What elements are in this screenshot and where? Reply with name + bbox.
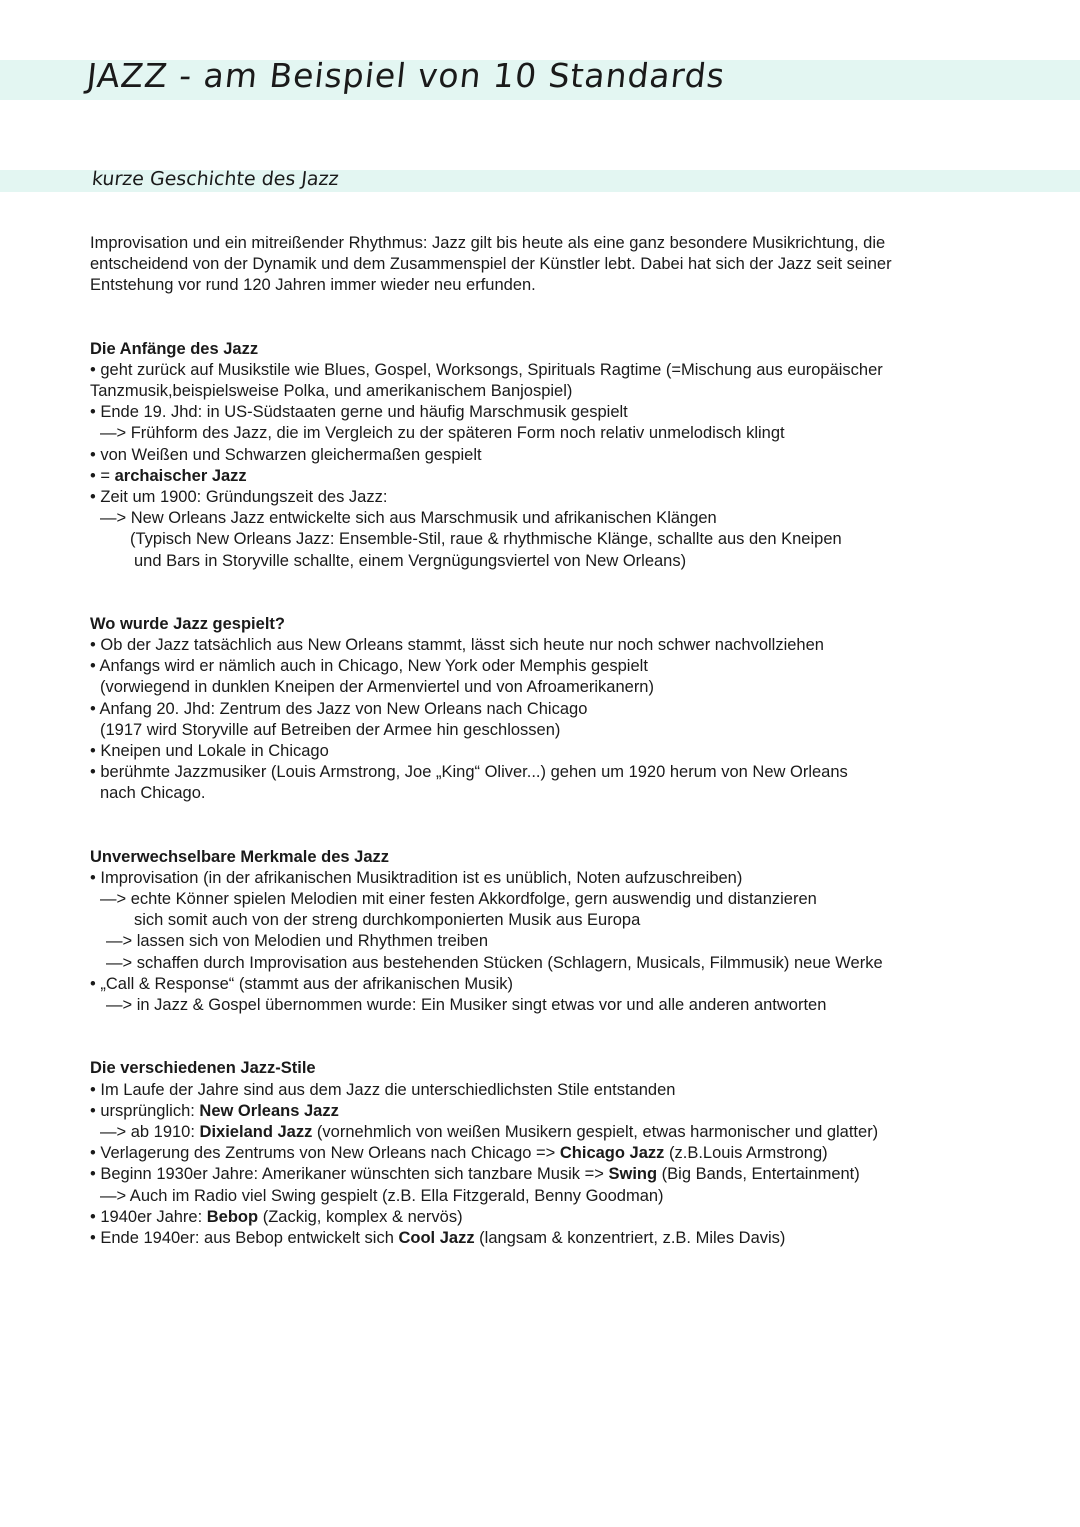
intro-line: Entstehung vor rund 120 Jahren immer wieder neu erfunden. <box>90 276 536 295</box>
document-body <box>90 233 990 1291</box>
arrow-line: —> Frühform des Jazz, die im Vergleich zu der späteren Form noch relativ unmelodisch klingt <box>100 424 785 443</box>
bold-term: Bebop <box>206 1207 259 1226</box>
bold-term: Chicago Jazz <box>559 1144 665 1163</box>
bullet-text: (z.B.Louis Armstrong) <box>664 1144 828 1163</box>
bullet-line: • Im Laufe der Jahre sind aus dem Jazz die unterschiedlichsten Stile entstanden <box>90 1080 676 1099</box>
bullet-text: • 1940er Jahre: <box>90 1207 207 1226</box>
bullet-text: • Ende 1940er: aus Bebop entwickelt sich <box>90 1228 399 1247</box>
bullet-line: • Anfangs wird er nämlich auch in Chicago, New York oder Memphis gespielt <box>90 657 648 676</box>
bullet-line: • Anfang 20. Jhd: Zentrum des Jazz von New Orleans nach Chicago <box>90 699 588 718</box>
section-heading: Die Anfänge des Jazz <box>90 339 259 358</box>
bullet-line: • Zeit um 1900: Gründungszeit des Jazz: <box>90 488 388 507</box>
bold-term: Cool Jazz <box>398 1228 475 1247</box>
section-heading: Die verschiedenen Jazz-Stile <box>90 1059 316 1078</box>
section-heading: Wo wurde Jazz gespielt? <box>90 614 285 633</box>
section-wo <box>90 614 990 805</box>
bullet-text: • = <box>90 466 115 485</box>
continuation-line: Tanzmusik,beispielsweise Polka, und amerikanischem Banjospiel) <box>90 382 573 401</box>
bold-term: New Orleans Jazz <box>199 1101 339 1120</box>
bold-term: Swing <box>608 1165 658 1184</box>
arrow-line: —> New Orleans Jazz entwickelte sich aus Marschmusik und afrikanischen Klängen <box>100 509 717 528</box>
bold-term: archaischer Jazz <box>114 466 247 485</box>
bullet-text: (Zackig, komplex & nervös) <box>258 1207 463 1226</box>
bullet-line: • berühmte Jazzmusiker (Louis Armstrong, Joe „King“ Oliver...) gehen um 1920 herum von New Orleans <box>90 763 848 782</box>
bullet-text: • Beginn 1930er Jahre: Amerikaner wünschten sich tanzbare Musik => <box>90 1165 609 1184</box>
bullet-line <box>90 1207 990 1228</box>
page-subtitle: kurze Geschichte des Jazz <box>90 168 340 190</box>
intro-paragraph <box>90 233 990 297</box>
section-merkmale <box>90 847 990 1017</box>
bullet-line <box>90 466 990 487</box>
arrow-line: —> schaffen durch Improvisation aus bestehenden Stücken (Schlagern, Musicals, Filmmusik) neue Werke <box>106 953 883 972</box>
continuation-line: nach Chicago. <box>100 784 206 803</box>
bullet-line <box>90 1164 990 1185</box>
arrow-line <box>90 1122 990 1143</box>
bullet-line: • Ende 19. Jhd: in US-Südstaaten gerne und häufig Marschmusik gespielt <box>90 403 628 422</box>
bullet-text: (Big Bands, Entertainment) <box>657 1165 860 1184</box>
section-anfaenge <box>90 339 990 572</box>
bullet-text: • ursprünglich: <box>90 1101 200 1120</box>
bullet-text: —> ab 1910: <box>100 1122 200 1141</box>
section-heading: Unverwechselbare Merkmale des Jazz <box>90 847 389 866</box>
page-title: JAZZ - am Beispiel von 10 Standards <box>84 56 728 95</box>
note-line: und Bars in Storyville schallte, einem Vergnügungsviertel von New Orleans) <box>134 551 687 570</box>
arrow-line: —> Auch im Radio viel Swing gespielt (z.B. Ella Fitzgerald, Benny Goodman) <box>100 1186 664 1205</box>
bullet-line: • „Call & Response“ (stammt aus der afrikanischen Musik) <box>90 974 513 993</box>
bullet-line: • Kneipen und Lokale in Chicago <box>90 742 329 761</box>
bullet-text: (langsam & konzentriert, z.B. Miles Davis) <box>474 1228 786 1247</box>
bullet-line: • Ob der Jazz tatsächlich aus New Orleans stammt, lässt sich heute nur noch schwer nachvollziehen <box>90 636 824 655</box>
bullet-line <box>90 1228 990 1249</box>
arrow-line: —> echte Könner spielen Melodien mit einer festen Akkordfolge, gern auswendig und distanzieren <box>100 890 817 909</box>
bullet-line: • Improvisation (in der afrikanischen Musiktradition ist es unüblich, Noten aufzuschreiben) <box>90 868 743 887</box>
note-line: (1917 wird Storyville auf Betreiben der Armee hin geschlossen) <box>100 720 561 739</box>
note-line: (Typisch New Orleans Jazz: Ensemble-Stil, raue & rhythmische Klänge, schallte aus den Kneipen <box>130 530 842 549</box>
bullet-line <box>90 1101 990 1122</box>
bullet-text: (vornehmlich von weißen Musikern gespielt, etwas harmonischer und glatter) <box>312 1122 879 1141</box>
intro-line: Improvisation und ein mitreißender Rhythmus: Jazz gilt bis heute als eine ganz besondere Musikrichtung, die <box>90 234 886 252</box>
bullet-text: • Verlagerung des Zentrums von New Orleans nach Chicago => <box>90 1144 560 1163</box>
bullet-line <box>90 1143 990 1164</box>
bullet-line: • von Weißen und Schwarzen gleichermaßen gespielt <box>90 445 482 464</box>
bullet-line: • geht zurück auf Musikstile wie Blues, Gospel, Worksongs, Spirituals Ragtime (=Mischung aus europäischer <box>90 360 883 379</box>
bold-term: Dixieland Jazz <box>199 1122 313 1141</box>
intro-line: entscheidend von der Dynamik und dem Zusammenspiel der Künstler lebt. Dabei hat sich der Jazz seit seiner <box>90 255 892 274</box>
arrow-line: —> lassen sich von Melodien und Rhythmen treiben <box>106 932 489 951</box>
continuation-line: sich somit auch von der streng durchkomponierten Musik aus Europa <box>134 911 641 930</box>
note-line: (vorwiegend in dunklen Kneipen der Armenviertel und von Afroamerikanern) <box>100 678 654 697</box>
section-stile <box>90 1058 990 1249</box>
arrow-line: —> in Jazz & Gospel übernommen wurde: Ein Musiker singt etwas vor und alle anderen antworten <box>106 996 827 1015</box>
